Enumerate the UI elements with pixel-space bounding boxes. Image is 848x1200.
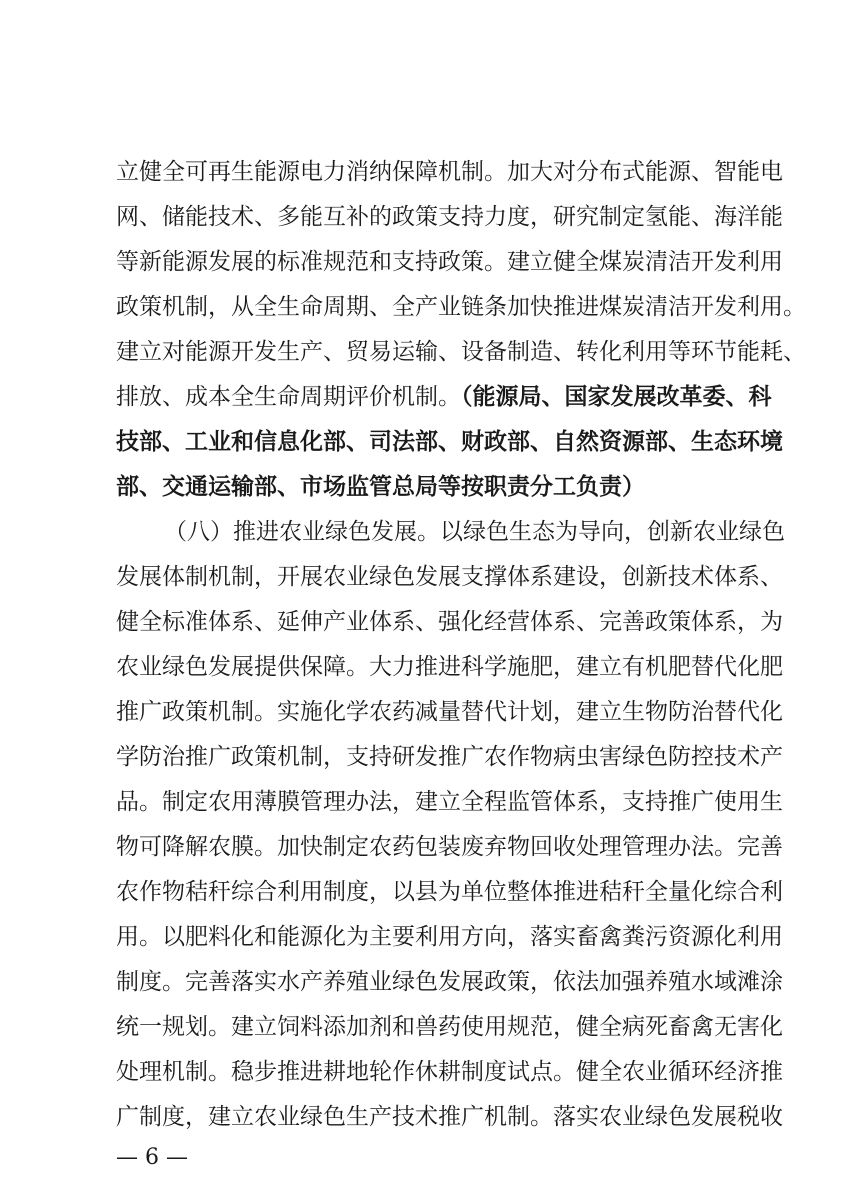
body-text-line: 制度。完善落实水产养殖业绿色发展政策，依法加强养殖水域滩涂: [116, 969, 783, 995]
body-text-segment: 排放、成本全生命周期评价机制。: [116, 384, 461, 410]
body-text-line: 广制度，建立农业绿色生产技术推广机制。落实农业绿色发展税收: [116, 1104, 783, 1130]
body-text-line: 统一规划。建立饲料添加剂和兽药使用规范，健全病死畜禽无害化: [116, 1014, 783, 1040]
body-text-line: 立健全可再生能源电力消纳保障机制。加大对分布式能源、智能电: [116, 159, 783, 185]
responsibility-note: （能源局、国家发展改革委、科: [461, 383, 772, 410]
body-text-line: 学防治推广政策机制，支持研发推广农作物病虫害绿色防控技术产: [116, 744, 783, 770]
body-text-line: 健全标准体系、延伸产业体系、强化经营体系、完善政策体系，为: [116, 609, 783, 635]
body-text-line: 建立对能源开发生产、贸易运输、设备制造、转化利用等环节能耗、: [116, 339, 806, 365]
responsibility-note-line: 部、交通运输部、市场监管总局等按职责分工负责）: [116, 473, 645, 500]
body-text-line: 发展体制机制，开展农业绿色发展支撑体系建设，创新技术体系、: [116, 564, 783, 590]
body-text-line: 用。以肥料化和能源化为主要利用方向，落实畜禽粪污资源化利用: [116, 924, 783, 950]
body-text-line: 农作物秸秆综合利用制度，以县为单位整体推进秸秆全量化综合利: [116, 879, 783, 905]
body-text-line-mixed: [116, 377, 772, 417]
section-heading-line: （八）推进农业绿色发展。以绿色生态为导向，创新农业绿色: [164, 519, 785, 545]
body-text-line: 政策机制，从全生命周期、全产业链条加快推进煤炭清洁开发利用。: [116, 294, 806, 320]
page-number: — 6 —: [116, 1145, 188, 1170]
responsibility-note-line: 技部、工业和信息化部、司法部、财政部、自然资源部、生态环境: [116, 428, 783, 455]
body-text-line: 推广政策机制。实施化学农药减量替代计划，建立生物防治替代化: [116, 699, 783, 725]
body-text-line: 农业绿色发展提供保障。大力推进科学施肥，建立有机肥替代化肥: [116, 654, 783, 680]
body-text-line: 处理机制。稳步推进耕地轮作休耕制度试点。健全农业循环经济推: [116, 1059, 783, 1085]
body-text-line: 网、储能技术、多能互补的政策支持力度，研究制定氢能、海洋能: [116, 204, 783, 230]
body-text-line: 物可降解农膜。加快制定农药包装废弃物回收处理管理办法。完善: [116, 834, 783, 860]
body-text-line: 品。制定农用薄膜管理办法，建立全程监管体系，支持推广使用生: [116, 789, 783, 815]
body-text-line: 等新能源发展的标准规范和支持政策。建立健全煤炭清洁开发利用: [116, 249, 783, 275]
